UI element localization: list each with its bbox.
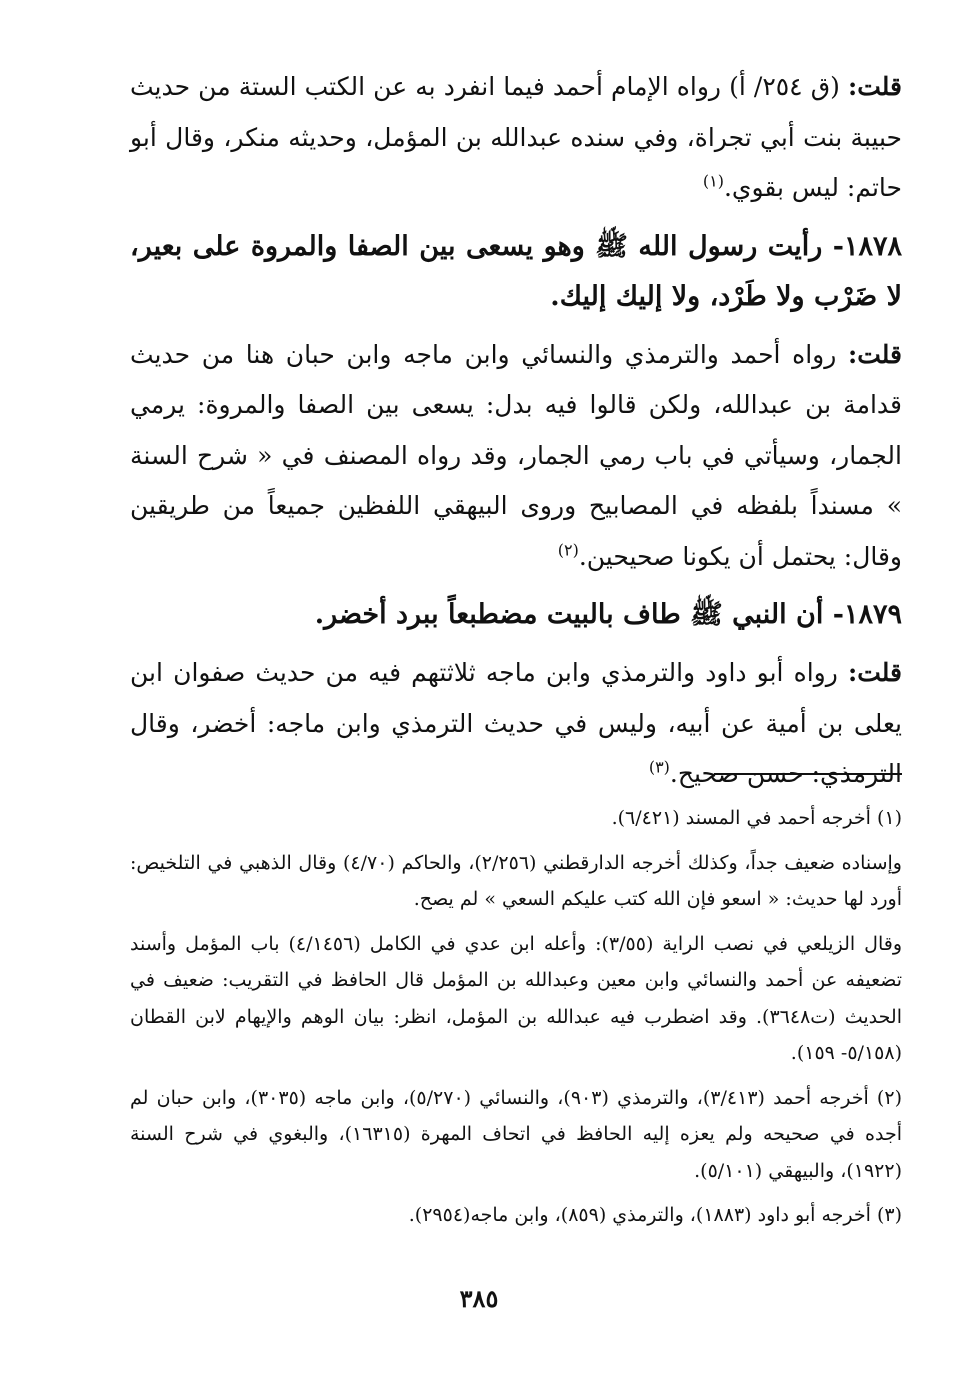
footnote-ref-3: (٣): [648, 757, 670, 777]
footnote-3: (٣) أخرجه أبو داود (١٨٨٣)، والترمذي (٨٥٩)، وابن ماجه(٢٩٥٤).: [408, 1204, 902, 1226]
footnote-1-line-c: وقال الزيلعي في نصب الراية (٣/٥٥): وأعله ابن عدي في الكامل (٤/١٤٥٦) باب المؤمل وأسند تضعيفه عن أحمد والنسائي وابن معين وعبدالله بن المؤمل قال الحافظ في التقريب: ضعيف في الحديث (ت٣٦٤٨). وقد اضطرب فيه عبدالله بن المؤمل، انظر: بيان الوهم والإيهام لابن القطان (٥/١٥٨- ١٥٩).: [130, 932, 902, 1064]
qult-label-1: قلت:: [848, 72, 903, 101]
hadith-1879: ١٨٧٩- أن النبي ﷺ طاف بالبيت مضطبعاً ببرد أخضر.: [314, 599, 902, 630]
page-number: ٣٨٥: [459, 1284, 499, 1313]
main-text: [130, 62, 902, 808]
footnote-ref-2: (٢): [557, 540, 579, 560]
qult-label-3: قلت:: [847, 658, 902, 687]
hadith-1878: ١٨٧٨- رأيت رسول الله ﷺ وهو يسعى بين الصفا والمروة على بعير، لا ضَرْب ولا طَرْد، ولا إليك إليك.: [130, 230, 902, 312]
paragraph-2-text: رواه أحمد والترمذي والنسائي وابن ماجه وابن حبان هنا من حديث قدامة بن عبدالله، ولكن قالوا فيه بدل: يسعى بين الصفا والمروة: يرمي الجمار، وسيأتي في باب رمي الجمار، وقد رواه المصنف في « شرح السنة » مسنداً بلفظه في المصابيح وروى البيهقي اللفظين جميعاً من طريقين وقال: يحتمل أن يكونا صحيحين.: [130, 339, 902, 571]
qult-label-2: قلت:: [847, 339, 902, 369]
footnote-1-line-b: وإسناده ضعيف جداً، وكذلك أخرجه الدارقطني (٢/٢٥٦)، والحاكم (٤/٧٠) وقال الذهبي في التلخيص: أورد لها حديث: « اسعو فإن الله كتب عليكم السعي » لم يصح.: [130, 851, 902, 910]
paragraph-2: [130, 330, 902, 583]
footnote-ref-1: (١): [702, 171, 724, 191]
footnote-1-line-a: (١) أخرجه أحمد في المسند (٦/٤٢١).: [611, 807, 902, 829]
footnote-separator: [714, 773, 902, 775]
paragraph-1: [130, 62, 902, 214]
footnotes: [130, 800, 902, 1242]
paragraph-3-text: رواه أبو داود والترمذي وابن ماجه ثلاثتهم فيه من حديث صفوان ابن يعلى بن أمية عن أبيه، وليس في حديث الترمذي وابن ماجه: أخضر، وقال الترمذي: حسن صحيح.: [130, 658, 902, 788]
paragraph-3: [130, 648, 902, 800]
footnote-2: (٢) أخرجه أحمد (٣/٤١٣)، والترمذي (٩٠٣)، والنسائي (٥/٢٧٠)، وابن ماجه (٣٠٣٥)، وابن حبان لم أجده في صحيحه ولم يعزه إليه الحافظ في اتحاف المهرة (١٦٣١٥)، والبغوي في شرح السنة (١٩٢٢)، والبيهقي (٥/١٠١).: [130, 1086, 902, 1182]
paragraph-1-text: (ق ٢٥٤/ أ) رواه الإمام أحمد فيما انفرد به عن الكتب الستة من حديث حبيبة بنت أبي تجراة، وفي سنده عبدالله بن المؤمل، وحديثه منكر، وقال أبو حاتم: ليس بقوي.: [130, 72, 902, 202]
